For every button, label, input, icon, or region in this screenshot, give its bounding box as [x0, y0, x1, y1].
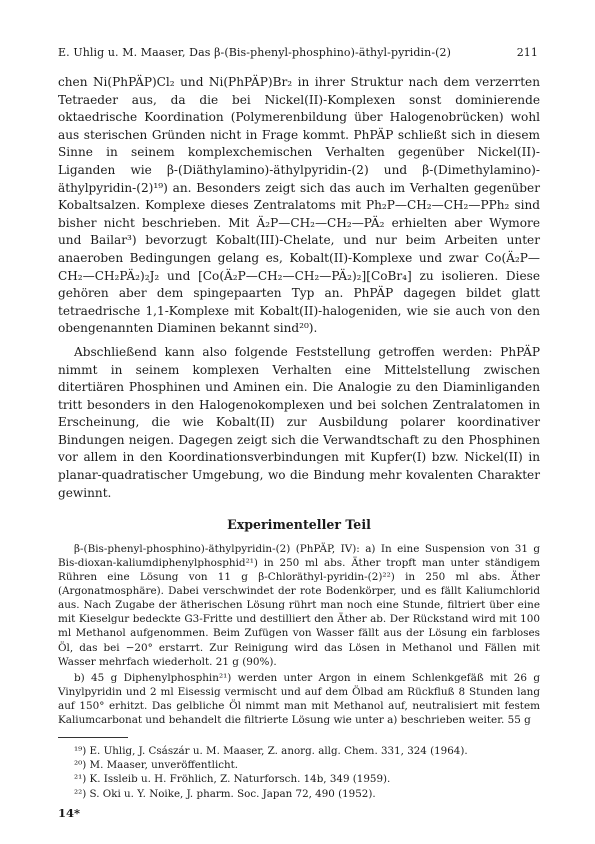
footnote-21: ²¹) K. Issleib u. H. Fröhlich, Z. Naturforsch. 14b, 349 (1959). — [74, 773, 391, 786]
experimental-paragraph-b: b) 45 g Diphenylphosphin²¹) werden unter Argon in einem Schlenkgefäß mit 26 g Vinylpyridin und 2 ml Eisessig vermischt und auf dem Ölbad am Rückfluß 8 Stunden lang auf 150° erhitzt. Das gelbliche Öl nimmt man mit Methanol auf, neutralisiert mit festem Kaliumcarbonat und behandelt die filtrierte Lösung wie unter a) beschrieben weiter. 55 g — [58, 671, 540, 726]
footnote-20: ²⁰) M. Maaser, unveröffentlicht. — [74, 759, 239, 772]
section-title: Experimenteller Teil — [227, 517, 371, 533]
footnote-19: ¹⁹) E. Uhlig, J. Császár u. M. Maaser, Z. anorg. allg. Chem. 331, 324 (1964). — [74, 745, 468, 758]
footnote-rule — [58, 737, 128, 738]
running-head-text: E. Uhlig u. M. Maaser, Das β-(Bis-phenyl-phosphino)-äthyl-pyridin-(2) — [58, 46, 452, 59]
page-number: 211 — [516, 46, 538, 59]
running-header — [58, 46, 538, 59]
footnote-22: ²²) S. Oki u. Y. Noike, J. pharm. Soc. Japan 72, 490 (1952). — [74, 787, 376, 800]
paragraph-2: Abschließend kann also folgende Feststellung getroffen werden: PhPÄP nimmt in seinem komplexen Verhalten eine Mittelstellung zwischen ditertiären Phosphinen und Aminen ein. Die Analogie zu den Diaminliganden tritt besonders in den Halogenokomplexen und bei solchen Zentralatomen in Erscheinung, die wie Kobalt(II) zur Ausbildung polarer koordinativer Bindungen neigen. Dagegen zeigt sich die Verwandtschaft zu den Phosphinen vor allem in den Koordinationsverbindungen mit Kupfer(I) bzw. Nickel(II) in planar-quadratischer Umgebung, wo die Bindung mehr kovalenten Charakter gewinnt. — [58, 344, 540, 500]
experimental-paragraph-a: β-(Bis-phenyl-phosphino)-äthylpyridin-(2) (PhPÄP, IV): a) In eine Suspension von 31 g Bis-dioxan-kaliumdiphenylphosphid²¹) in 250 ml abs. Äther tropft man unter ständigem Rühren eine Lösung von 11 g β-Chloräthyl-pyridin-(2)²²) in 250 ml abs. Äther (Argonatmosphäre). Dabei verschwindet der rote Bodenkörper, und es fällt Kaliumchlorid aus. Nach Zugabe der ätherischen Lösung rührt man noch eine Stunde, filtriert über eine mit Kieselgur bedeckte G3-Fritte und destilliert den Äther ab. Der Rückstand wird mit 100 ml Methanol aufgenommen. Beim Zufügen von Wasser fällt aus der Lösung ein farbloses Öl, das bei −20° erstarrt. Zur Reinigung wird das Lösen in Methanol und Fällen mit Wasser mehrfach wiederholt. 21 g (90%). — [58, 542, 540, 668]
experimental-section — [58, 542, 540, 727]
footnotes — [58, 744, 540, 801]
article-body — [58, 74, 540, 801]
signature-mark: 14* — [58, 806, 81, 820]
paragraph-1: chen Ni(PhPÄP)Cl₂ und Ni(PhPÄP)Br₂ in ihrer Struktur nach dem verzerrten Tetraeder aus, da die bei Nickel(II)-Komplexen sonst dominierende oktaedrische Koordination (Polymerenbildung über Halogenobrücken) wohl aus sterischen Gründen nicht in Frage kommt. PhPÄP schließt sich in diesem Sinne in seinem komplexchemischen Verhalten gegenüber Nickel(II)-Liganden wie β-(Diäthylamino)-äthylpyridin-(2) und β-(Dimethylamino)-äthylpyridin-(2)¹⁹) an. Besonders zeigt sich das auch im Verhalten gegenüber Kobaltsalzen. Komplexe dieses Zentralatoms mit Ph₂P—CH₂—CH₂—PPh₂ sind bisher nicht beschrieben. Mit Ä₂P—CH₂—CH₂—PÄ₂ erhielten aber Wymore und Bailar³) bevorzugt Kobalt(III)-Chelate, und nur beim Arbeiten unter anaeroben Bedingungen gelang es, Kobalt(II)-Komplexe und zwar Co(Ä₂P—CH₂—CH₂PÄ₂)₂J₂ und [Co(Ä₂P—CH₂—CH₂—PÄ₂)₂][CoBr₄] zu isolieren. Diese gehören aber dem spingepaarten Typ an. PhPÄP dagegen bildet glatt tetraedrische 1,1-Komplexe mit Kobalt(II)-halogeniden, wie sie auch von den obengenannten Diaminen bekannt sind²⁰). — [58, 75, 540, 336]
